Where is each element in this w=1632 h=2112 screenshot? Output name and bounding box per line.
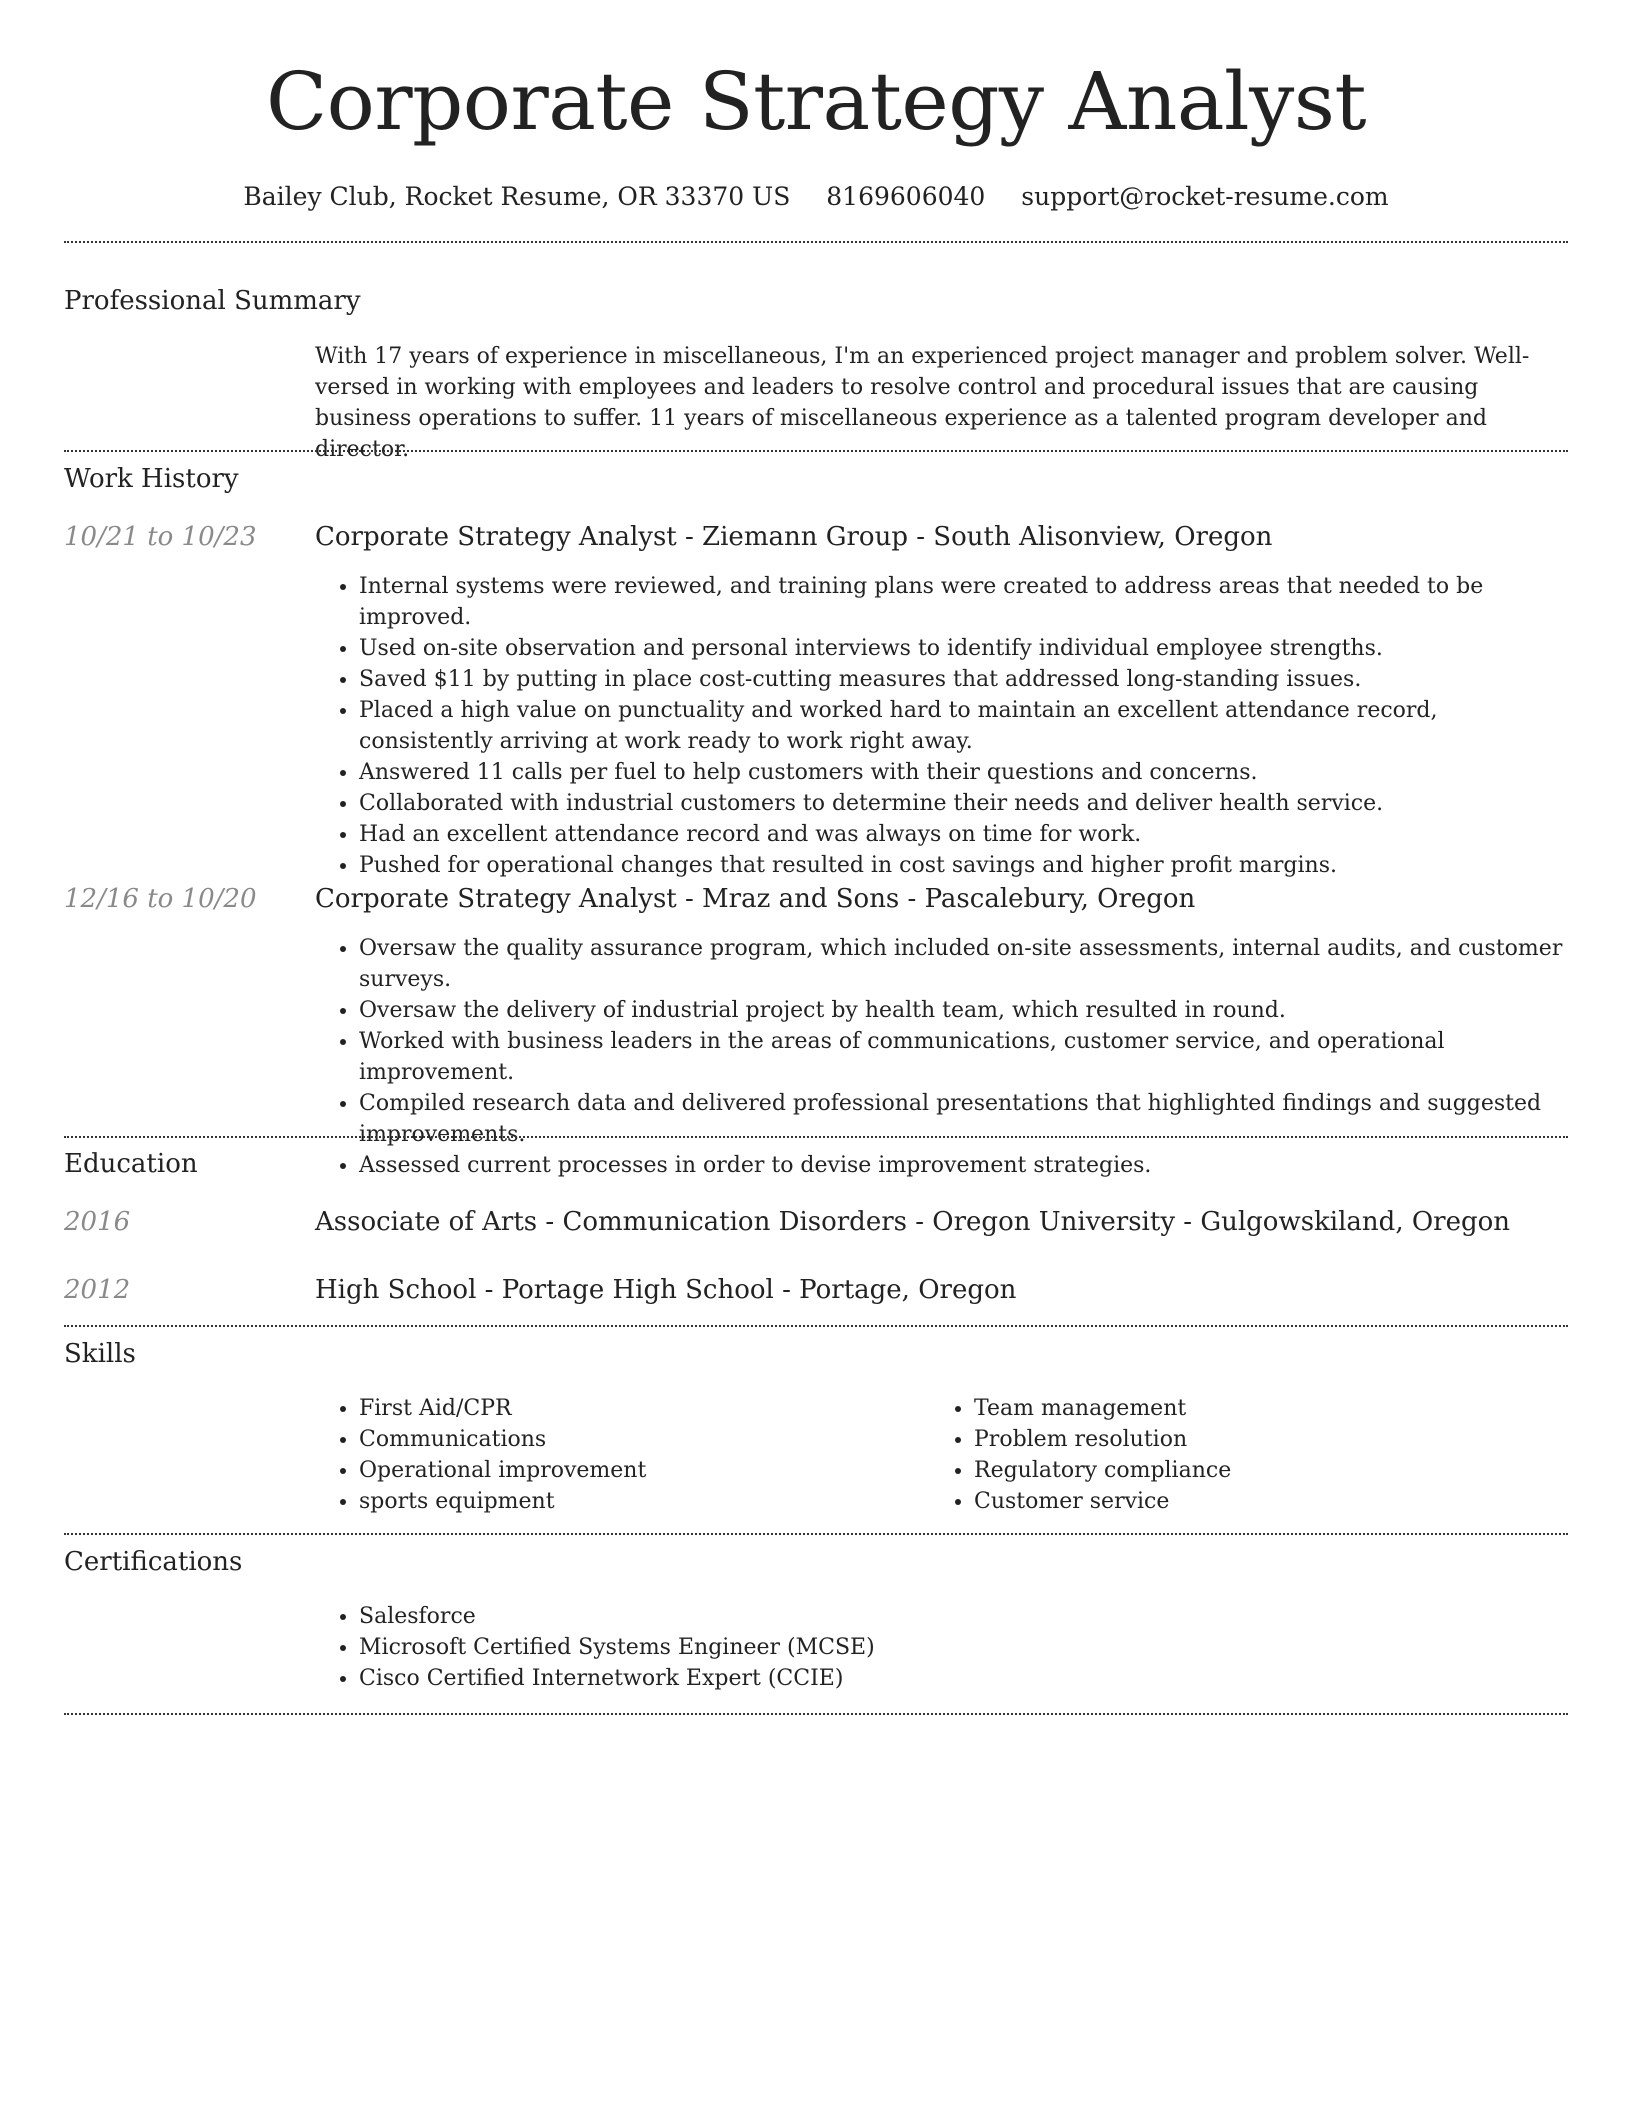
education-year: 2016 [64, 1207, 131, 1237]
list-item: • Assessed current processes in order to devise improvement strategies. [359, 1150, 1573, 1181]
list-item: • Had an excellent attendance record and was always on time for work. [359, 819, 1573, 850]
education-school: - Oregon University - Gulgowskiland, Oregon [906, 1207, 1511, 1237]
certifications-list [315, 1601, 1573, 1694]
education-heading: Education [64, 1149, 198, 1179]
job-dates: 12/16 to 10/20 [64, 884, 257, 914]
list-item: • Oversaw the quality assurance program, which included on-site assessments, internal audits, and customer surveys. [359, 933, 1573, 995]
education-entry [315, 1205, 1510, 1239]
contact-address: Bailey Club, Rocket Resume, OR 33370 US [243, 182, 791, 211]
list-item: • Worked with business leaders in the areas of communications, customer service, and operational improvement. [359, 1026, 1573, 1088]
section-divider [64, 1533, 1568, 1535]
job-dates: 10/21 to 10/23 [64, 522, 257, 552]
certification-item: • Microsoft Certified Systems Engineer (MCSE) [359, 1632, 1573, 1663]
section-divider [64, 1713, 1568, 1715]
section-divider [64, 241, 1568, 243]
certifications-heading: Certifications [64, 1547, 243, 1577]
job-title: Corporate Strategy Analyst - Ziemann Group - South Alisonview, Oregon [315, 522, 1273, 552]
list-item: • Answered 11 calls per fuel to help customers with their questions and concerns. [359, 757, 1573, 788]
job-title: Corporate Strategy Analyst - Mraz and Sons - Pascalebury, Oregon [315, 884, 1196, 914]
section-divider [64, 1325, 1568, 1327]
summary-text: With 17 years of experience in miscellaneous, I'm an experienced project manager and problem solver. Well-versed in working with employees and leaders to resolve control and procedural issues that are causing business operations to suffer. 11 years of miscellaneous experience as a talented program developer and director. [315, 344, 1530, 462]
skill-item: • Problem resolution [974, 1424, 1574, 1455]
skill-item: • First Aid/CPR [359, 1393, 919, 1424]
skill-item: • Regulatory compliance [974, 1455, 1574, 1486]
skill-item: • Customer service [974, 1486, 1574, 1517]
certification-item: • Cisco Certified Internetwork Expert (CCIE) [359, 1663, 1573, 1694]
list-item: • Used on-site observation and personal interviews to identify individual employee strengths. [359, 633, 1573, 664]
skill-item: • Operational improvement [359, 1455, 919, 1486]
education-year: 2012 [64, 1275, 131, 1305]
candidate-name: Corporate Strategy Analyst [265, 55, 1367, 148]
skills-list-left [315, 1393, 919, 1517]
skills-list-right [930, 1393, 1574, 1517]
contact-phone: 8169606040 [826, 182, 986, 211]
section-divider [64, 1136, 1568, 1138]
list-item: • Oversaw the delivery of industrial project by health team, which resulted in round. [359, 995, 1573, 1026]
skills-heading: Skills [64, 1339, 136, 1369]
education-degree: Associate of Arts - Communication Disorders [315, 1207, 907, 1237]
skill-item: • Team management [974, 1393, 1574, 1424]
skill-item: • sports equipment [359, 1486, 919, 1517]
summary-heading: Professional Summary [64, 286, 361, 316]
job-bullets [315, 571, 1573, 881]
skill-item: • Communications [359, 1424, 919, 1455]
job-bullets [315, 933, 1573, 1181]
education-school: - Portage High School - Portage, Oregon [476, 1275, 1017, 1305]
education-entry [315, 1273, 1016, 1307]
section-divider [64, 450, 1568, 452]
education-degree: High School [315, 1275, 477, 1305]
contact-email: support@rocket-resume.com [1021, 182, 1389, 211]
list-item: • Placed a high value on punctuality and worked hard to maintain an excellent attendance record, consistently arriving at work ready to work right away. [359, 695, 1573, 757]
list-item: • Collaborated with industrial customers to determine their needs and deliver health service. [359, 788, 1573, 819]
list-item: • Internal systems were reviewed, and training plans were created to address areas that needed to be improved. [359, 571, 1573, 633]
list-item: • Compiled research data and delivered professional presentations that highlighted findings and suggested improvements. [359, 1088, 1573, 1150]
list-item: • Pushed for operational changes that resulted in cost savings and higher profit margins. [359, 850, 1573, 881]
work-history-heading: Work History [64, 464, 239, 494]
list-item: • Saved $11 by putting in place cost-cutting measures that addressed long-standing issues. [359, 664, 1573, 695]
certification-item: • Salesforce [359, 1601, 1573, 1632]
contact-line [0, 180, 1632, 214]
resume-header [0, 0, 1632, 214]
